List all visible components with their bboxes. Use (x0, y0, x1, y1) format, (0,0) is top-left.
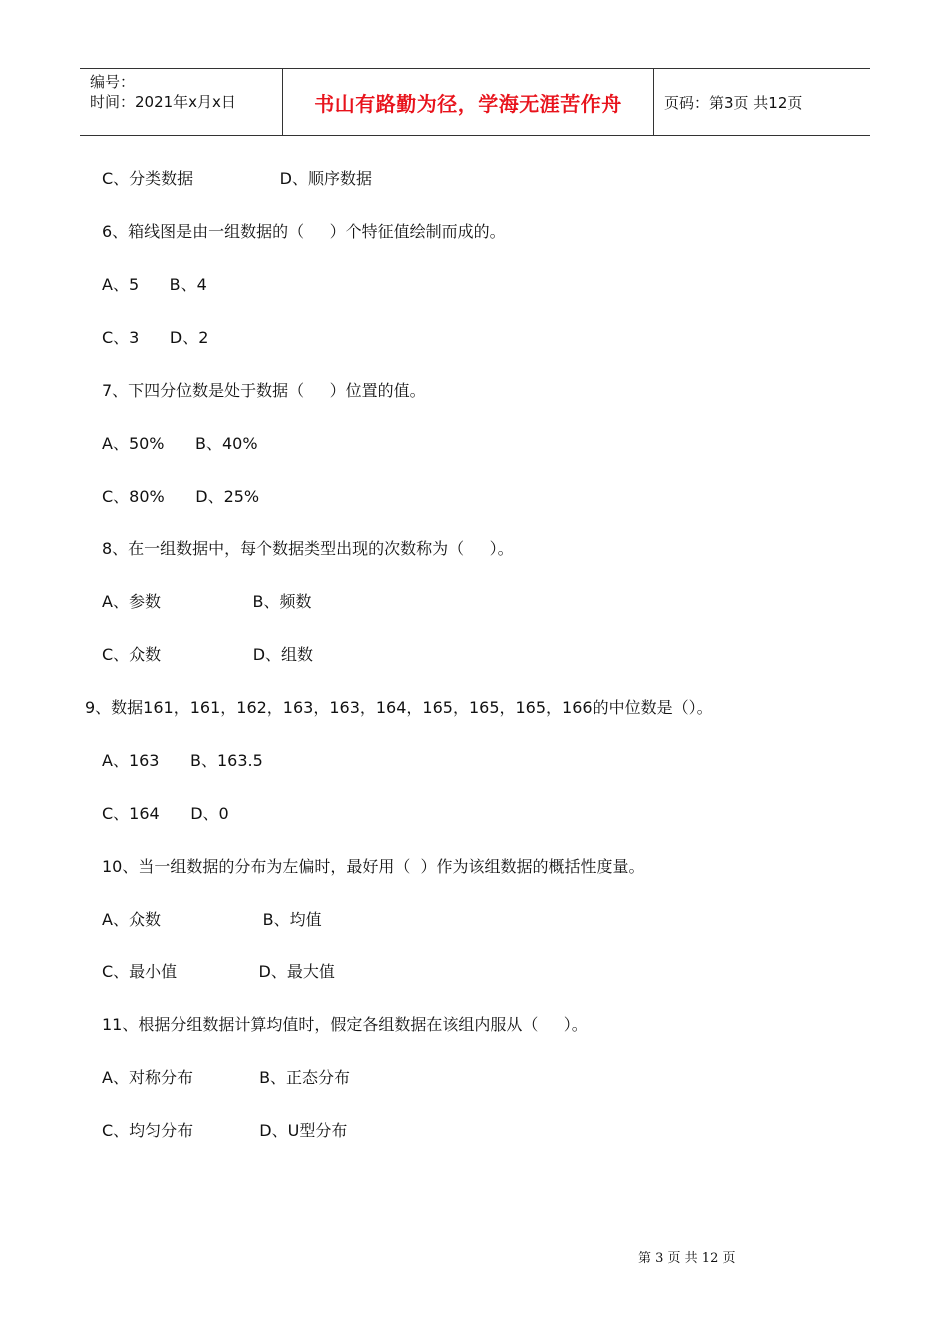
option-line-8cd: C、众数 D、组数 (102, 645, 314, 664)
question-10: 10、当一组数据的分布为左偏时，最好用（ ）作为该组数据的概括性度量。 (102, 857, 645, 876)
option-line-6cd: C、3 D、2 (102, 328, 209, 347)
header-meta (80, 69, 282, 135)
question-11: 11、根据分组数据计算均值时，假定各组数据在该组内服从（ ）。 (102, 1015, 588, 1034)
option-line-7cd: C、80% D、25% (102, 487, 260, 506)
question-8: 8、在一组数据中，每个数据类型出现的次数称为（ ）。 (102, 539, 514, 558)
page-header (80, 68, 870, 136)
option-line-7ab: A、50% B、40% (102, 434, 258, 453)
option-line-10ab: A、众数 B、均值 (102, 910, 322, 929)
header-page-label: 页码：第3页 共12页 (664, 93, 803, 112)
option-line-9cd: C、164 D、0 (102, 804, 229, 823)
question-9: 9、数据161，161，162，163，163，164，165，165，165，166的中位数是（）。 (85, 698, 713, 717)
option-line-10cd: C、最小值 D、最大值 (102, 962, 335, 981)
option-line-11ab: A、对称分布 B、正态分布 (102, 1068, 351, 1087)
page-footer: 第 3 页 共 12 页 (638, 1251, 736, 1266)
option-line-5cd: C、分类数据 D、顺序数据 (102, 169, 372, 188)
question-6: 6、箱线图是由一组数据的（ ）个特征值绘制而成的。 (102, 222, 506, 241)
document-time-label: 时间：2021年x月x日 (90, 93, 236, 111)
option-line-9ab: A、163 B、163.5 (102, 751, 263, 770)
document-number-label: 编号： (90, 73, 136, 91)
option-line-11cd: C、均匀分布 D、U型分布 (102, 1121, 348, 1140)
header-slogan: 书山有路勤为径，学海无涯苦作舟 (282, 69, 654, 135)
option-line-8ab: A、参数 B、频数 (102, 592, 312, 611)
question-7: 7、下四分位数是处于数据（ ）位置的值。 (102, 381, 426, 400)
option-line-6ab: A、5 B、4 (102, 275, 207, 294)
